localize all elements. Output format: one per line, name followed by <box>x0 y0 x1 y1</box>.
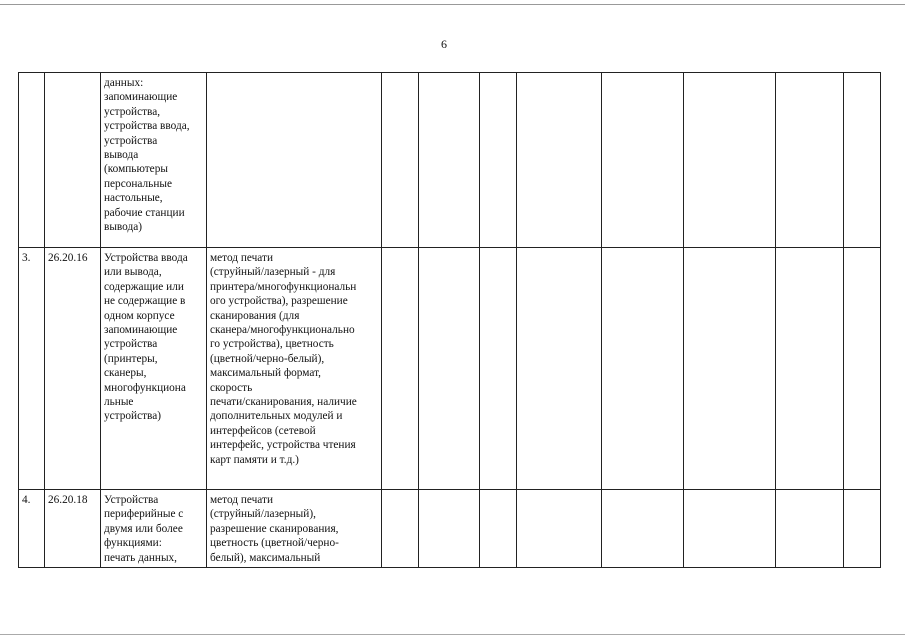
empty-cell <box>844 248 881 490</box>
empty-cell <box>602 248 684 490</box>
empty-cell <box>517 248 602 490</box>
table-row <box>19 490 881 568</box>
characteristics-cell: метод печати (струйный/лазерный - для принтера/многофункциональн ого устройства), разрешение сканирования (для сканера/многофункционально го устройства), цветность (цветной/черно-белый), максимальный формат, скорость печати/сканирования, наличие дополнительных модулей и интерфейсов (сетевой интерфейс, устройства чтения карт памяти и т.д.) <box>207 248 382 490</box>
row-number-cell: 3. <box>19 248 45 490</box>
characteristics-cell: метод печати (струйный/лазерный), разрешение сканирования, цветность (цветной/черно- белый), максимальный <box>207 490 382 568</box>
okpd-code-cell: 26.20.18 <box>45 490 101 568</box>
empty-cell <box>517 73 602 248</box>
empty-cell <box>480 490 517 568</box>
empty-cell <box>684 248 776 490</box>
empty-cell <box>602 490 684 568</box>
empty-cell <box>419 490 480 568</box>
page-number: 6 <box>441 37 447 51</box>
table-row <box>19 73 881 248</box>
empty-cell <box>776 490 844 568</box>
characteristics-cell <box>207 73 382 248</box>
row-number-cell <box>19 73 45 248</box>
top-rule <box>0 4 905 5</box>
empty-cell <box>382 73 419 248</box>
table-row <box>19 248 881 490</box>
okpd-code-cell <box>45 73 101 248</box>
okpd-code-cell: 26.20.16 <box>45 248 101 490</box>
empty-cell <box>684 73 776 248</box>
empty-cell <box>844 490 881 568</box>
empty-cell <box>844 73 881 248</box>
empty-cell <box>480 73 517 248</box>
row-number-cell: 4. <box>19 490 45 568</box>
empty-cell <box>480 248 517 490</box>
product-name-cell: Устройства периферийные с двумя или более функциями: печать данных, <box>101 490 207 568</box>
empty-cell <box>517 490 602 568</box>
product-name-cell: Устройства ввода или вывода, содержащие или не содержащие в одном корпусе запоминающие устройства (принтеры, сканеры, многофункциона льные устройства) <box>101 248 207 490</box>
bottom-rule <box>0 634 905 635</box>
empty-cell <box>382 490 419 568</box>
empty-cell <box>776 73 844 248</box>
product-name-cell: данных: запоминающие устройства, устройства ввода, устройства вывода (компьютеры персональные настольные, рабочие станции вывода) <box>101 73 207 248</box>
empty-cell <box>684 490 776 568</box>
empty-cell <box>419 73 480 248</box>
catalog-table <box>18 72 881 568</box>
empty-cell <box>382 248 419 490</box>
empty-cell <box>602 73 684 248</box>
empty-cell <box>776 248 844 490</box>
empty-cell <box>419 248 480 490</box>
